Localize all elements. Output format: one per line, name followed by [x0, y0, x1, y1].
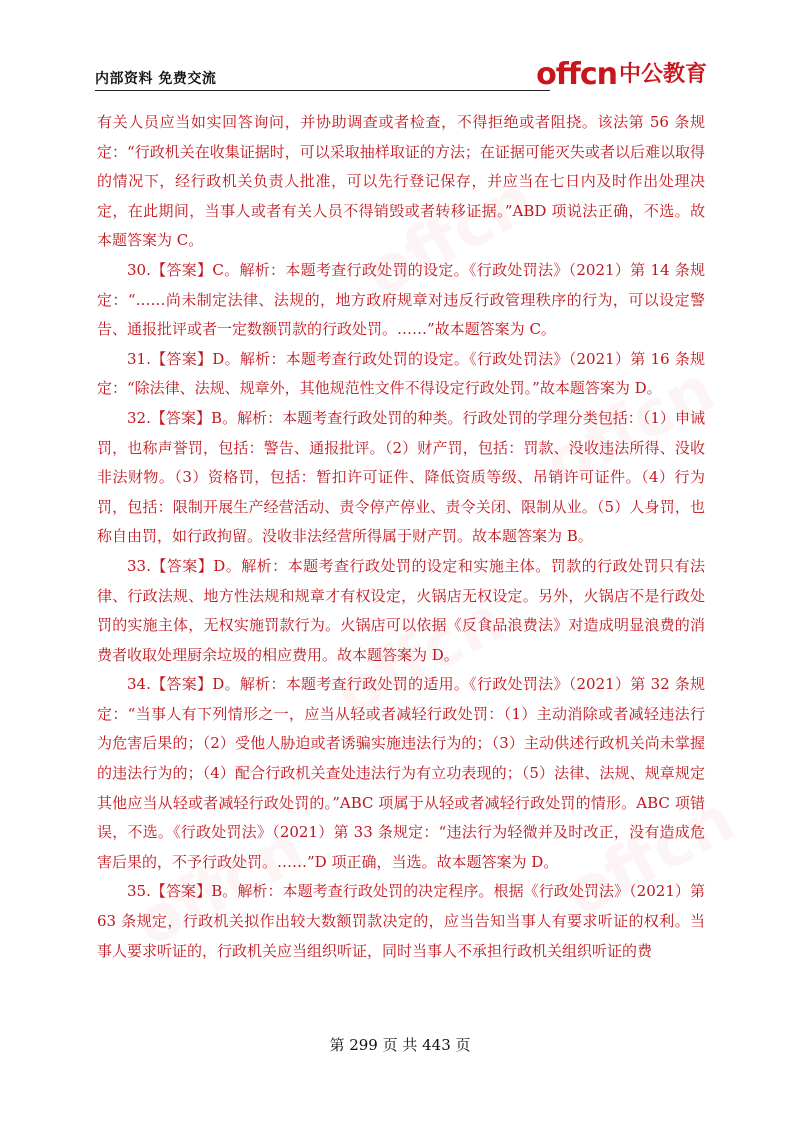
logo-latin-text: offcn — [536, 57, 617, 92]
answer-explanations — [97, 108, 705, 966]
answer-31: 31.【答案】D。解析：本题考查行政处罚的设定。《行政处罚法》（2021）第 16 条规定：“除法律、法规、规章外，其他规范性文件不得设定行政处罚。”故本题答案为 D。 — [97, 349, 705, 398]
answer-32: 32.【答案】B。解析：本题考查行政处罚的种类。行政处罚的学理分类包括：（1）申诫罚，也称声誉罚，包括：警告、通报批评。（2）财产罚，包括：罚款、没收违法所得、没收非法财物。（3）资格罚，包括：暂扣许可证件、降低资质等级、吊销许可证件。（4）行为罚，包括：限制开展生产经营活动、责令停产停业、责令关闭、限制从业。（5）人身罚，也称自由罚，如行政拘留。没收非法经营所得属于财产罚。故本题答案为 B。 — [97, 408, 705, 546]
header-divider — [95, 90, 550, 91]
header-label: 内部资料 免费交流 — [95, 71, 217, 87]
answer-35: 35.【答案】B。解析：本题考查行政处罚的决定程序。根据《行政处罚法》（2021）第 63 条规定，行政机关拟作出较大数额罚款决定的，应当告知当事人有要求听证的权利。当事人要求听证的，行政机关应当组织听证，同时当事人不承担行政机关组织听证的费 — [97, 882, 705, 960]
page-header — [95, 57, 707, 94]
answer-30: 30.【答案】C。解析：本题考查行政处罚的设定。《行政处罚法》（2021）第 14 条规定：“……尚未制定法律、法规的，地方政府规章对违反行政管理秩序的行为，可以设定警告、通报批评或者一定数额罚款的行政处罚。……”故本题答案为 C。 — [97, 260, 705, 339]
paragraph-continuation: 有关人员应当如实回答询问，并协助调查或者检查，不得拒绝或者阻挠。该法第 56 条规定：“行政机关在收集证据时，可以采取抽样取证的方法；在证据可能灭失或者以后难以取得的情况下，经行政机关负责人批准，可以先行登记保存，并应当在七日内及时作出处理决定，在此期间，当事人或者有关人员不得销毁或者转移证据。”ABD 项说法正确，不选。故本题答案为 C。 — [97, 113, 705, 250]
answer-34: 34.【答案】D。解析：本题考查行政处罚的适用。《行政处罚法》（2021）第 32 条规定：“当事人有下列情形之一，应当从轻或者减轻行政处罚：（1）主动消除或者减轻违法行为危害后果的；（2）受他人胁迫或者诱骗实施违法行为的；（3）主动供述行政机关尚未掌握的违法行为的；（4）配合行政机关查处违法行为有立功表现的；（5）法律、法规、规章规定其他应当从轻或者减轻行政处罚的。”ABC 项属于从轻或者减轻行政处罚的情形。ABC 项错误，不选。《行政处罚法》（2021）第 33 条规定：“违法行为轻微并及时改正，没有造成危害后果的，不予行政处罚。……”D 项正确，当选。故本题答案为 D。 — [97, 675, 705, 871]
page-number: 第 299 页 共 443 页 — [329, 1036, 471, 1054]
logo-cjk-text: 中公教育 — [618, 62, 707, 87]
answer-33: 33.【答案】D。解析：本题考查行政处罚的设定和实施主体。罚款的行政处罚只有法律、行政法规、地方性法规和规章才有权设定，火锅店无权设定。另外，火锅店不是行政处罚的实施主体，无权实施罚款行为。火锅店可以依据《反食品浪费法》对造成明显浪费的消费者收取处理厨余垃圾的相应费用。故本题答案为 D。 — [97, 556, 705, 664]
offcn-logo — [536, 58, 707, 92]
